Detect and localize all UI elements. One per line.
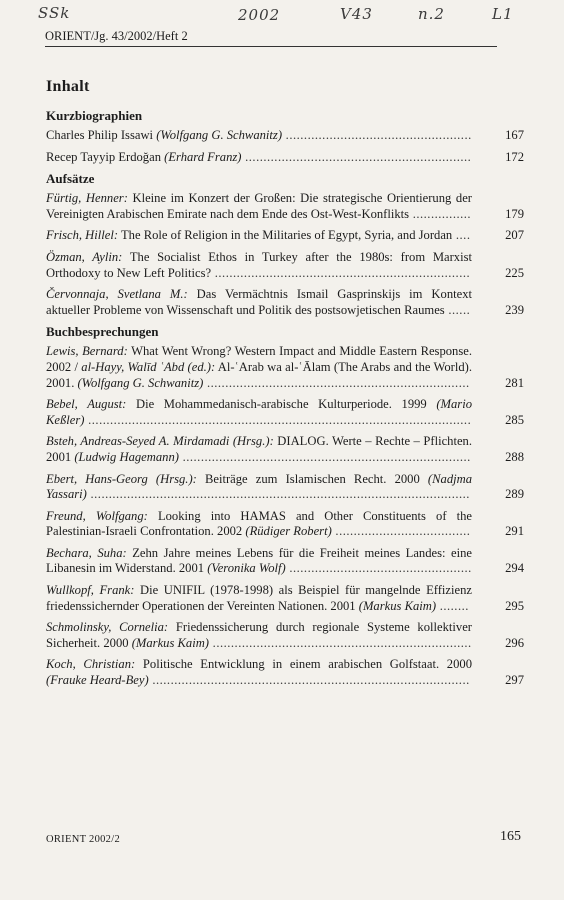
toc-entry <box>46 434 524 465</box>
page-number: 296 <box>505 635 524 650</box>
entry-reviewer: (Wolfgang G. Schwanitz) <box>77 375 204 390</box>
entry-title: Das Vermächtnis Ismail Gasprinskijs im Kontext aktueller Probleme von Wissenschaft und Politik des postsowjetischen Raumes <box>46 287 472 317</box>
toc-entry <box>46 583 524 614</box>
entry-title: Die Mohammedanisch-arabische Kulturperiode. 1999 <box>126 397 437 412</box>
toc-entry-text <box>46 128 472 144</box>
section-heading: Kurzbiographien <box>46 108 143 123</box>
page-number: 281 <box>505 375 524 390</box>
toc-entry-text <box>46 250 472 281</box>
entry-author: Bechara, Suha: <box>46 545 127 560</box>
toc-entry-text <box>46 150 472 166</box>
toc-entry <box>46 472 524 503</box>
page-number: 294 <box>505 561 524 576</box>
entry-title: Zehn Jahre meines Lebens für die Freiheit meines Landes: eine Libanesin im Widerstand. 2001 <box>46 545 472 576</box>
page-number: 225 <box>505 265 524 280</box>
entry-author: Freund, Wolfgang: <box>46 508 148 523</box>
entry-author: Červonnaja, Svetlana M.: <box>46 287 188 302</box>
entry-reviewer: (Frauke Heard-Bey) <box>46 673 149 688</box>
page-number: 207 <box>505 228 524 243</box>
page-number: 172 <box>505 149 524 164</box>
page-title: Inhalt <box>46 78 90 95</box>
leader-dots: ........................................................................ <box>203 375 470 390</box>
leader-dots: ................ <box>409 206 472 221</box>
entry-reviewer: (Veronika Wolf) <box>207 561 286 576</box>
page-number: 239 <box>505 302 524 317</box>
leader-dots: ............................................................................... <box>178 449 471 464</box>
toc-entry-text <box>46 287 472 318</box>
handwriting-a: SSk <box>38 4 71 22</box>
toc-entry <box>46 344 524 391</box>
page-number: 285 <box>505 412 524 427</box>
toc-entry-text <box>46 191 472 222</box>
entry-reviewer: (Markus Kaim) <box>358 598 437 613</box>
toc-entry-text <box>46 583 472 614</box>
toc-entry <box>46 397 524 428</box>
entry-title: The Role of Religion in the Militaries of Egypt, Syria, and Jordan <box>118 228 453 243</box>
entry-author: Özman, Aylin: <box>46 249 123 264</box>
page-number: 288 <box>505 449 524 464</box>
handwritten-annotations <box>0 2 564 32</box>
leader-dots: ..................................... <box>331 524 471 539</box>
entry-reviewer: (Markus Kaim) <box>131 635 210 650</box>
toc-section <box>46 108 524 165</box>
toc-entry-text <box>46 434 472 465</box>
toc-entry <box>46 250 524 281</box>
leader-dots: ...... <box>444 302 471 317</box>
toc-entry-text <box>46 620 472 651</box>
toc-entry <box>46 191 524 222</box>
entry-title: The Socialist Ethos in Turkey after the 1980s: from Marxist Orthodoxy to New Left Politics? <box>46 249 472 280</box>
entry-title: Kleine im Konzert der Großen: Die strategische Orientierung der Vereinigten Arabischen Emirate nach dem Ende des Ost-West-Konflikts <box>46 191 472 221</box>
entry-author: Lewis, Bernard: <box>46 344 128 359</box>
leader-dots: .... <box>452 228 471 243</box>
page-number: 179 <box>505 206 524 221</box>
leader-dots: ....................................................................... <box>209 635 472 650</box>
handwriting-d: n.2 <box>418 5 445 23</box>
entry-reviewer: (Nadjma Yassari) <box>46 471 472 502</box>
toc-entry <box>46 287 524 318</box>
page-number: 289 <box>505 487 524 502</box>
toc-entry-text <box>46 397 472 428</box>
leader-dots: ........................................................................................................ <box>86 487 470 502</box>
toc-entry-text <box>46 472 472 503</box>
entry-author: Schmolinsky, Cornelia: <box>46 620 169 635</box>
leader-dots: ...................................................................... <box>211 265 471 280</box>
toc-entry <box>46 150 524 166</box>
entry-title: Recep Tayyip Erdoğan <box>46 149 165 164</box>
toc-entry <box>46 509 524 540</box>
toc-entry-text <box>46 657 472 688</box>
entry-author-2: al-Hayy, Walīd ʿAbd (ed.): <box>81 359 216 374</box>
handwriting-c: V43 <box>340 5 373 23</box>
leader-dots: ................................................... <box>282 128 472 142</box>
toc-entry-text <box>46 344 472 391</box>
toc-entry <box>46 620 524 651</box>
entry-title: What Went Wrong? Western Impact and Middle Eastern Response. 2002 / <box>46 344 472 374</box>
footer-journal: ORIENT 2002/2 <box>46 834 120 845</box>
entry-author: Frisch, Hillel: <box>46 228 119 243</box>
entry-author: Koch, Christian: <box>46 657 136 672</box>
toc-section <box>46 171 524 318</box>
toc-entry <box>46 546 524 577</box>
section-heading: Aufsätze <box>46 171 95 187</box>
entry-author: Wullkopf, Frank: <box>46 583 135 598</box>
page-number: 295 <box>505 598 524 613</box>
entry-reviewer: (Erhard Franz) <box>164 149 242 164</box>
entry-reviewer: (Mario Keßler) <box>46 397 472 427</box>
toc-entry <box>46 657 524 688</box>
entry-author: Fürtig, Henner: <box>46 191 128 206</box>
entry-title: DIALOG. Werte – Rechte – Pflichten. 2001 <box>46 434 472 464</box>
leader-dots: ........ <box>436 598 469 613</box>
page-number: 167 <box>505 128 524 142</box>
entry-reviewer: (Ludwig Hagemann) <box>74 449 179 464</box>
entry-author: Ebert, Hans-Georg (Hrsg.): <box>46 471 197 486</box>
entry-title: Friedenssicherung durch regionale Systeme kollektiver Sicherheit. 2000 <box>46 620 472 650</box>
entry-title: Looking into HAMAS and Other Constituents of the Palestinian-Israeli Confrontation. 2002 <box>46 508 472 539</box>
entry-author: Bebel, August: <box>46 397 127 412</box>
toc-entry <box>46 228 524 244</box>
running-header <box>45 29 497 47</box>
entry-author: Bsteh, Andreas-Seyed A. Mirdamadi (Hrsg.): <box>46 434 274 449</box>
toc-entry-text <box>46 546 472 577</box>
toc-section <box>46 324 524 688</box>
entry-title: Politische Entwicklung in einem arabischen Golfstaat. 2000 <box>135 657 472 672</box>
entry-title-2: Al-ʿArab wa al-ʿĀlam (The Arabs and the World). 2001. <box>46 359 472 390</box>
entry-title: Die UNIFIL (1978-1998) als Beispiel für mangelnde Effizienz friedenssichernder Operationen der Vereinten Nationen. 2001 <box>46 583 472 613</box>
entry-reviewer: (Wolfgang G. Schwanitz) <box>156 128 283 142</box>
entry-reviewer: (Rüdiger Robert) <box>245 524 332 539</box>
journal-reference: ORIENT/Jg. 43/2002/Heft 2 <box>45 29 188 43</box>
toc-entry-text <box>46 228 472 244</box>
header-rule <box>45 46 497 47</box>
leader-dots: .................................................. <box>285 561 472 576</box>
handwriting-b: 2002 <box>238 6 281 24</box>
toc-entry <box>46 128 524 144</box>
leader-dots: ......................................................................................................... <box>84 412 472 427</box>
footer-page-number: 165 <box>500 829 521 844</box>
entry-title: Charles Philip Issawi <box>46 128 157 142</box>
leader-dots: .............................................................. <box>241 149 472 164</box>
page-number: 297 <box>505 673 524 688</box>
leader-dots: ....................................................................................... <box>148 673 470 688</box>
table-of-contents <box>46 108 524 695</box>
entry-title: Beiträge zum Islamischen Recht. 2000 <box>196 471 428 486</box>
page-number: 291 <box>505 524 524 539</box>
toc-entry-text <box>46 509 472 540</box>
section-heading: Buchbesprechungen <box>46 324 159 340</box>
handwriting-e: L1 <box>492 5 514 23</box>
